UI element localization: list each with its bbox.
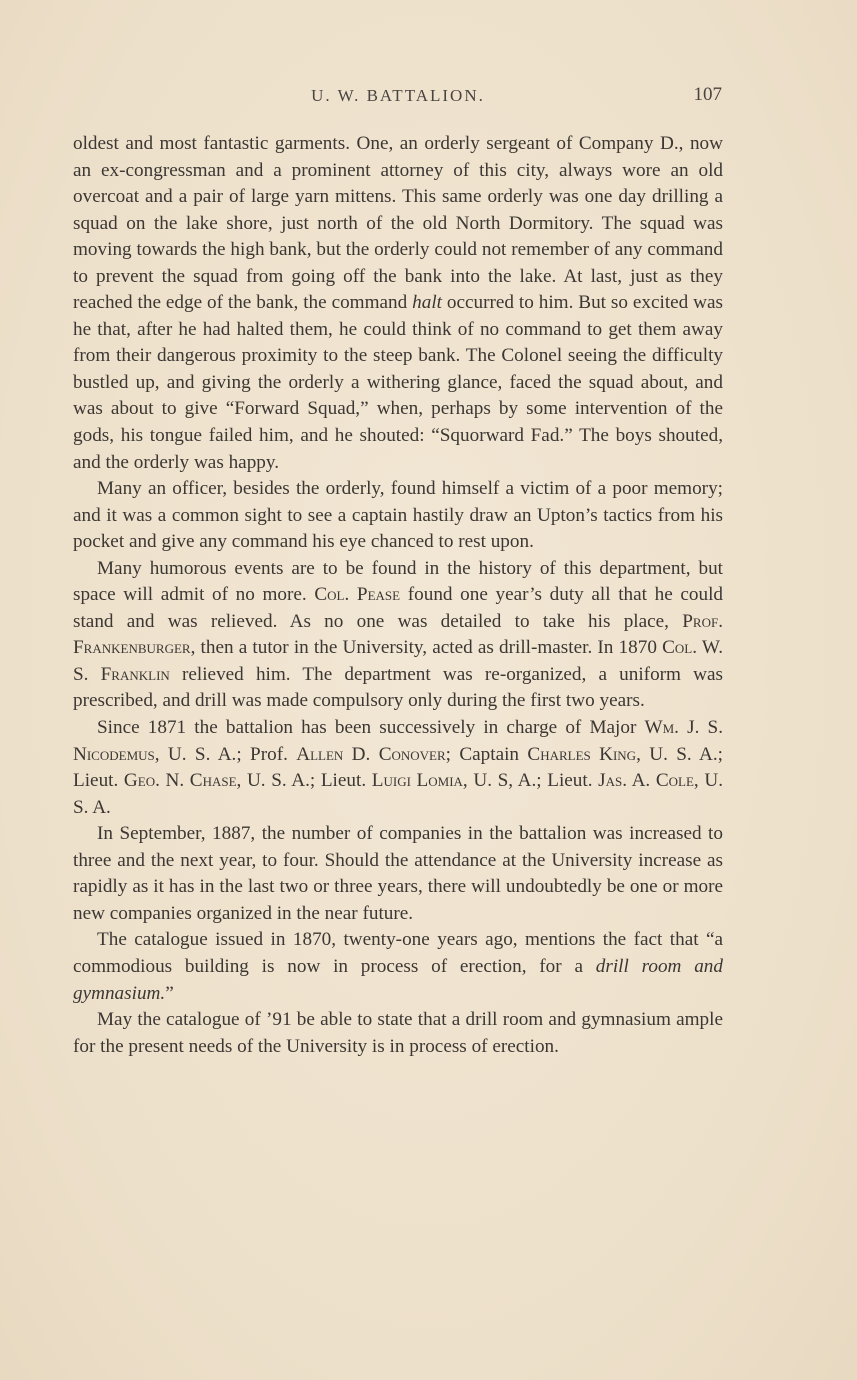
small-caps-name: Col. W. S. Franklin: [73, 637, 723, 685]
small-caps-name: Jas. A. Cole: [598, 770, 694, 792]
paragraph-text: ; Captain: [445, 743, 528, 765]
paragraph-text: The catalogue issued in 1870, twenty-one years ago, mentions the fact that “a commodious building is now in process of erection, for a: [73, 929, 723, 977]
running-title: U. W. BATTALION.: [311, 86, 485, 105]
paragraph: [73, 476, 723, 556]
paragraph-text: May the catalogue of ’91 be able to state that a drill room and gymnasium ample for the present needs of the University is in process of erection.: [73, 1009, 723, 1057]
paragraph-text: , then a tutor in the University, acted as drill-master. In 1870: [190, 637, 663, 659]
body-text: [73, 131, 723, 1060]
paragraph-text: Many humorous events are to be found in the history of this department, but space will admit of no more.: [73, 557, 723, 606]
paragraph: [73, 927, 723, 1007]
small-caps-name: Wm. J. S. Nicodemus: [73, 717, 723, 765]
paragraph: [73, 715, 723, 821]
small-caps-name: Allen D. Conover: [296, 743, 446, 765]
paragraph-text: relieved him. The department was re-organized, a uniform was prescribed, and drill was made compulsory only during the first two years.: [73, 663, 723, 712]
paragraph-text: ”: [165, 982, 174, 1004]
paragraph-text: Since 1871 the battalion has been successively in charge of Major: [97, 717, 645, 739]
small-caps-name: Geo. N. Chase: [123, 770, 237, 792]
paragraph-text: occurred to him. But so excited was he that, after he had halted them, he could think of no command to get them away from their dangerous proximity to the steep bank. The Colonel seeing the difficulty bustled up, and giving the orderly a withering glance, faced the squad about, and was about to give “Forward Squad,” when, perhaps by some intervention of the gods, his tongue failed him, and he shouted: “Squorward Fad.” The boys shouted, and the orderly was happy.: [73, 292, 724, 473]
small-caps-name: Col. Pease: [314, 584, 401, 606]
paragraph: [73, 821, 723, 927]
paragraph-text: oldest and most fantastic garments. One, an orderly sergeant of Company D., now an ex-congressman and a prominent attorney of this city, always wore an old overcoat and a pair of large yarn mittens. This same orderly was one day drilling a squad on the lake shore, just north of the old North Dormitory. The squad was moving towards the high bank, but the orderly could not remember of any command to prevent the squad from going off the bank into the lake. At last, just as they reached the edge of the bank, the command: [73, 133, 723, 314]
paragraph-text: found one year’s duty all that he could stand and was relieved. As no one was detailed to take his place,: [73, 584, 723, 632]
small-caps-name: Luigi Lomia: [371, 770, 463, 792]
paragraph-text: , U. S. A.: [73, 770, 723, 818]
paragraph-text: In September, 1887, the number of companies in the battalion was increased to three and the next year, to four. Should the attendance at the University increase as rapidly as it has in the last two or three years, there will undoubtedly be one or more new companies organized in the near future.: [73, 823, 723, 924]
paragraph: [73, 131, 723, 476]
running-head: [74, 86, 722, 112]
paragraph: [73, 556, 723, 715]
italic-text: drill room and gymnasium.: [73, 955, 723, 1004]
paragraph-text: , U. S, A.; Lieut.: [462, 770, 599, 792]
small-caps-name: Prof. Frankenburger: [73, 610, 723, 659]
page-number: 107: [693, 84, 722, 105]
small-caps-name: Charles King: [527, 743, 637, 765]
paragraph-text: , U. S. A.; Prof.: [154, 743, 297, 765]
paragraph-text: , U. S. A.; Lieut.: [236, 770, 372, 792]
italic-text: halt: [412, 292, 442, 314]
paragraph-text: , U. S. A.; Lieut.: [73, 743, 723, 792]
paragraph: [73, 1007, 723, 1060]
paragraph-text: Many an officer, besides the orderly, found himself a victim of a poor memory; and it was a common sight to see a captain hastily draw an Upton’s tactics from his pocket and give any command his eye chanced to rest upon.: [73, 478, 723, 553]
